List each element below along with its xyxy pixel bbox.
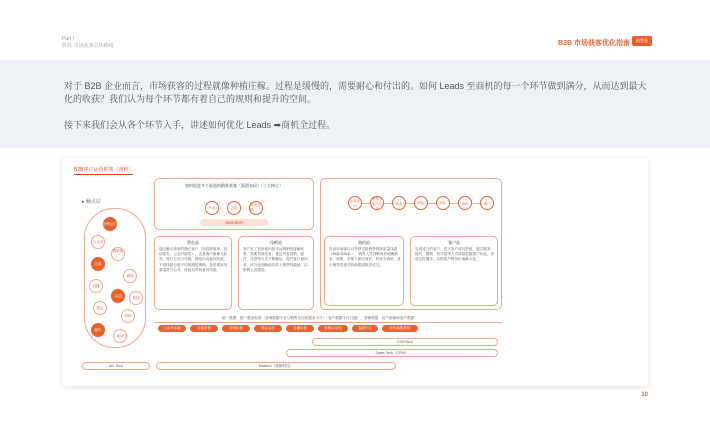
touchpoint: 直播 — [89, 279, 103, 293]
logo-text: 销售易 — [636, 38, 648, 43]
diagram-title: B2B客户运营框架（剖析） — [74, 167, 134, 173]
stage-text: 经由市场部认可并移交给销售的高质量线索（MQL转SQL），销售人员判断具有明确需求、预算、决策人和时间后，转化为商机，进入销售管道并持续跟进推进成交。 — [329, 247, 401, 267]
flow-step: 市场团队 — [348, 196, 362, 210]
unified-data-line: 统一数据、统一服务标准（营销数据中台与销售自动化服务平台）（客户数据平台打通），营销数据、用户画像和客户数据 — [222, 316, 415, 320]
stage-title: 待孵池 — [270, 240, 282, 245]
stage-title: 潜在池 — [187, 240, 199, 245]
touchpoint: 展会 — [93, 301, 107, 315]
martech-bar: Martech（营销科技） — [156, 362, 396, 370]
content-circle: 内容 — [205, 201, 219, 215]
flow-step: 销售与客户成功 — [370, 196, 384, 210]
tool-pill: 客服中心 — [352, 325, 378, 332]
touchpoint: 邮件 — [91, 323, 105, 337]
stage-box-customer — [410, 236, 498, 306]
channel-box-title: 如何促进多个渠道的精准获客（渠道布局）（三大核心） — [185, 183, 283, 188]
cdp-bar: CDP/Tech — [312, 338, 498, 346]
unified-data-rule — [154, 322, 502, 323]
tool-pill: 官网运营 — [222, 325, 250, 332]
stage-text: 通过触点获取的潜在客户（如官网表单、活动报名、公众号留资），完善客户画像与标签，进行打分与分级，筛选出高意向线索，不同线索分配不同的跟进策略。及时做好线索清洗与合并，持续培育低意向线索。 — [159, 247, 228, 272]
brand-logo — [632, 36, 652, 46]
channel-box — [154, 178, 314, 230]
part-subtitle: 阶段·市场获客总体路线 — [62, 43, 114, 49]
stage-box-nurture — [238, 236, 314, 310]
tool-pill: 公众号运营 — [158, 325, 186, 332]
touchpoints-panel — [84, 208, 146, 348]
touchpoints-label: ▸ 触点层 — [82, 199, 101, 205]
intro-paragraph-2: 接下来我们会从各个环节入手，讲述如何优化 Leads ➡商机全过程。 — [64, 120, 336, 130]
sdr-pill: SDR/BDR — [200, 219, 268, 226]
tool-pill: 直播运营 — [286, 325, 314, 332]
adtech-bar: AD-Tech — [82, 362, 150, 370]
stage-title: 商机池 — [358, 240, 370, 245]
flow-step: MQL — [414, 196, 428, 210]
touchpoint: 电话 — [113, 329, 127, 343]
flow-step: 商机 — [458, 196, 472, 210]
touchpoint: 微信 — [123, 269, 137, 283]
touchpoint: 社群 — [91, 257, 105, 271]
intro-paragraph-1: 对于 B2B 企业而言，市场获客的过程就像种植庄稼。过程是缓慢的，需要耐心和付出的。如何 Leads 至商机的每一个环节做到满分，从而达到最大化的收获？我们认为每个环节都有着自己的规则和提升的空间。 — [64, 81, 647, 104]
touchpoint: 搜索推广 — [111, 247, 125, 261]
stage-text: 完成成交的客户，进入客户成功阶段，通过服务、续约、增购、转介绍等方式持续挖掘客户价值，形成良性循环，实现客户终身价值最大化。 — [415, 247, 495, 262]
touchpoints-label-text: 触点层 — [85, 199, 101, 205]
tool-pill: 展会活动 — [254, 325, 282, 332]
flow-arrow — [428, 203, 436, 204]
part-label — [62, 36, 114, 50]
touchpoint: 其他 — [129, 291, 143, 305]
stage-box-opportunity — [324, 236, 404, 306]
stage-text: 客户有了初步意向但未达到销售接触标准，需要持续培育。通过内容营销、邮件、社群等方式不断触达，提升客户意向度，评分达到阈值后转入销售线索池，由销售人员跟进。 — [243, 247, 308, 272]
flow-arrow — [362, 203, 370, 204]
part-number: Part I — [62, 36, 74, 42]
touchpoint: 公众号 — [91, 235, 105, 249]
flow-step: SQL — [436, 196, 450, 210]
guide-title: B2B 市场获客优化指南 — [558, 40, 630, 47]
flow-step: 客户 — [480, 196, 494, 210]
page-number: 10 — [641, 392, 648, 398]
stage-box-potential — [154, 236, 232, 310]
flow-step: 线索 — [392, 196, 406, 210]
digital-circle: 数字营销 — [249, 201, 263, 215]
flow-arrow — [450, 203, 458, 204]
touchpoint: 活动 — [111, 289, 125, 303]
framework-diagram — [62, 158, 648, 386]
tool-pill: 营销自动化 — [318, 325, 348, 332]
flow-arrow — [472, 203, 480, 204]
tool-pill: 在线客服系统 — [382, 325, 418, 332]
flow-arrow — [384, 203, 392, 204]
touchpoint: 官网官方 — [103, 217, 117, 231]
tool-pill: 社群营销 — [190, 325, 218, 332]
touchpoint: 短信 — [121, 309, 135, 323]
flow-arrow — [406, 203, 414, 204]
stage-title: 客户池 — [448, 240, 460, 245]
sales-tech-bar: Sales Tech（CRM） — [286, 349, 498, 357]
event-circle: 活动 — [227, 201, 241, 215]
